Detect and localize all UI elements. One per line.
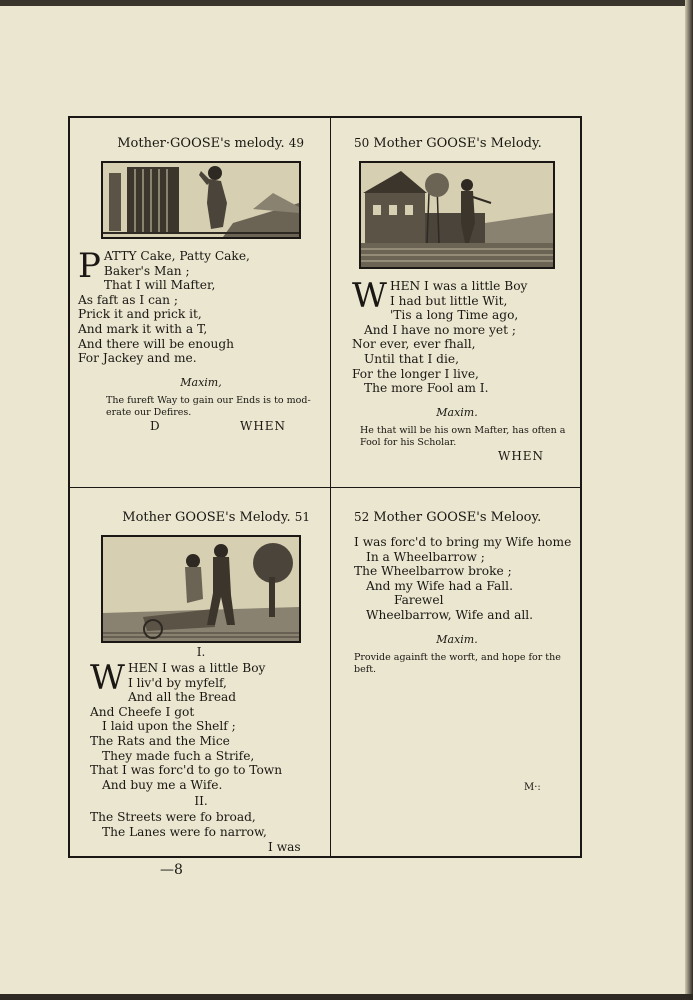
verse-line: HEN I was a little Boy	[389, 279, 528, 293]
running-title: Mother GOOSE's Melody.	[373, 136, 542, 151]
page-header	[340, 136, 574, 151]
page-number: 50	[354, 136, 370, 150]
maxim-title: Maxim,	[180, 375, 222, 389]
verse-line: The more Fool am I.	[364, 381, 489, 396]
maxim-line: erate our Defires.	[106, 406, 192, 418]
verse-line: The Streets were fo broad,	[90, 810, 256, 825]
page-header	[78, 510, 324, 525]
running-title: Mother GOOSE's Melody.	[122, 510, 291, 525]
verse-line: In a Wheelbarrow ;	[366, 549, 485, 564]
page-header	[78, 136, 324, 151]
woodcut-illustration	[101, 161, 301, 239]
maxim-title: Maxim.	[436, 632, 478, 646]
verse-line: The Rats and the Mice	[90, 733, 230, 748]
maxim-line: He that will be his own Mafter, has often a	[360, 424, 566, 436]
section-number: II.	[194, 794, 208, 809]
woodcut-illustration	[101, 535, 301, 643]
rhyme-verse	[78, 658, 324, 792]
verse-line: ATTY Cake, Patty Cake,	[103, 249, 250, 263]
drop-cap: W	[90, 658, 125, 698]
maxim-text	[340, 425, 574, 449]
verse-line: Nor ever, ever fhall,	[352, 337, 476, 352]
verse-line: And mark it with a T,	[78, 321, 208, 336]
page-number: 51	[294, 510, 310, 524]
folio-number: —8	[160, 862, 183, 878]
verse-line: HEN I was a little Boy	[127, 661, 266, 675]
verse-line: And there will be enough	[78, 336, 234, 351]
maxim-text	[78, 395, 324, 419]
verse-line: Baker's Man ;	[103, 263, 190, 278]
catchword: I was	[268, 839, 301, 854]
page-number: 49	[288, 136, 304, 150]
page-edge-top	[0, 0, 693, 6]
verse-line: For the longer I live,	[352, 366, 479, 381]
maxim-line: beft.	[354, 663, 377, 675]
maxim-title: Maxim.	[436, 405, 478, 419]
rhyme-verse	[340, 535, 574, 623]
panel-page-50	[340, 126, 574, 482]
verse-line: I laid upon the Shelf ;	[102, 719, 236, 734]
maxim-line: Provide againft the worft, and hope for the	[354, 651, 561, 663]
rhyme-verse-2	[78, 810, 324, 854]
page-number: 52	[354, 510, 370, 524]
section-number: I.	[196, 645, 206, 659]
verse-line: Until that I die,	[364, 351, 459, 366]
verse-line: That I will Mafter,	[103, 278, 216, 293]
running-title: Mother GOOSE's Melooy.	[373, 510, 542, 525]
woodcut-illustration	[359, 161, 555, 269]
verse-line: Farewel	[394, 593, 444, 608]
panel-page-52	[340, 496, 574, 852]
verse-line: And all the Bread	[127, 690, 237, 705]
running-title: Mother·GOOSE's melody.	[117, 136, 285, 151]
verse-line: That I was forc'd to go to Town	[90, 763, 283, 778]
verse-line: The Lanes were fo narrow,	[102, 824, 267, 839]
catchword: WHEN	[498, 448, 545, 463]
verse-line: Prick it and prick it,	[78, 307, 202, 322]
horizontal-divider	[70, 487, 580, 488]
verse-line: As faft as I can ;	[78, 292, 178, 307]
verse-line: I liv'd by myfelf,	[127, 675, 227, 690]
maxim-line: Fool for his Scholar.	[360, 436, 457, 448]
printer-mark: M·:	[524, 782, 541, 793]
verse-line: For Jackey and me.	[78, 351, 197, 366]
maxim-line: The fureft Way to gain our Ends is to mod-	[106, 394, 311, 406]
rhyme-verse	[340, 276, 574, 396]
drop-cap: P	[78, 246, 101, 286]
verse-line: Wheelbarrow, Wife and all.	[366, 607, 534, 622]
verse-line: They made fuch a Strife,	[102, 748, 255, 763]
drop-cap: W	[352, 276, 387, 316]
verse-line: And Cheefe I got	[90, 704, 195, 719]
verse-line: 'Tis a long Time ago,	[389, 308, 519, 323]
verse-line: And I have no more yet ;	[364, 322, 516, 337]
signature-mark: D	[150, 418, 161, 433]
verse-line: The Wheelbarrow broke ;	[354, 564, 512, 579]
verse-line: And my Wife had a Fall.	[366, 578, 513, 593]
page-header	[340, 510, 574, 525]
verse-line: I had but little Wit,	[389, 293, 508, 308]
catchword: WHEN	[240, 418, 287, 433]
page-edge-bottom	[0, 994, 693, 1000]
verse-line: And buy me a Wife.	[102, 777, 223, 792]
panel-page-49	[78, 126, 324, 482]
page-edge-right	[685, 0, 693, 1000]
verse-line: I was forc'd to bring my Wife home	[354, 535, 572, 549]
rhyme-verse	[78, 246, 324, 366]
maxim-text	[340, 652, 574, 676]
panel-page-51	[78, 496, 324, 852]
